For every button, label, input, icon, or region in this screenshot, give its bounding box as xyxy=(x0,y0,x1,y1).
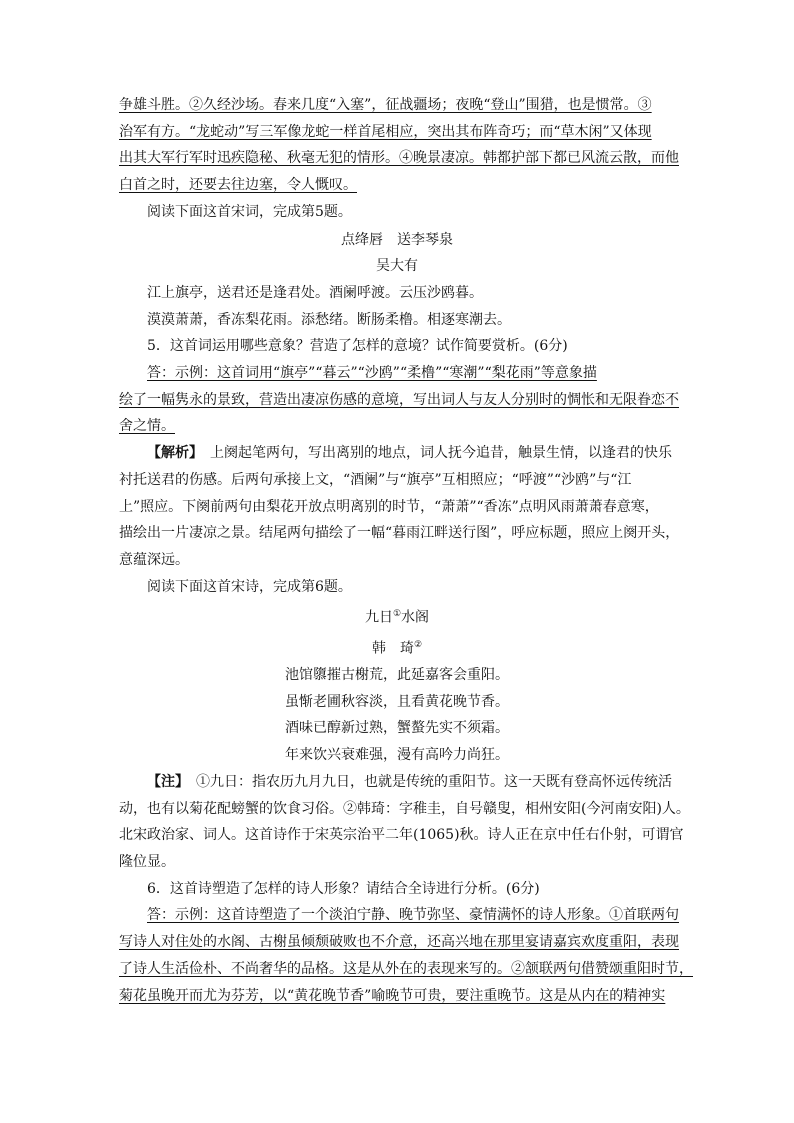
poem-2-line: 池馆隳摧古榭荒，此延嘉客会重阳。 xyxy=(285,667,509,684)
poem-2-line: 年来饮兴衰难强，漫有高吟力尚狂。 xyxy=(285,747,509,764)
answer-line: 出其大军行军时迅疾隐秘、秋毫无犯的情形。④晚景凄凉。韩都护部下都已风流云散，而他 xyxy=(119,150,679,167)
note-label: 【注】 xyxy=(147,773,182,790)
reading-instruction-5: 阅读下面这首宋词，完成第5题。 xyxy=(147,203,352,220)
footnote-marker-1: ① xyxy=(392,609,402,620)
poem-2-author: 韩 琦② xyxy=(371,639,423,657)
poem-1-title: 点绛唇 送李琴泉 xyxy=(341,231,453,248)
analysis-5-line: 衬托送君的伤感。后两句承接上文，“酒阑”与“旗亭”互相照应；“呼渡”“沙鸥”与“江 xyxy=(119,471,632,488)
answer-6-line: 菊花虽晚开而尤为芬芳，以“黄花晚节香”喻晚节可贵，要注重晚节。这是从内在的精神实 xyxy=(119,987,666,1004)
analysis-5-line: 上”照应。下阕前两句由梨花开放点明离别的时节，“萧萧”“香冻”点明风雨萧萧春意寒， xyxy=(119,498,659,515)
analysis-text: 上阕起笔两句，写出离别的地点，词人抚今追昔，触景生情，以逢君的快乐 xyxy=(196,445,672,462)
poem-1-line: 漠漠萧萧，香冻梨花雨。添愁绪。断肠柔橹。相逐寒潮去。 xyxy=(147,311,511,328)
question-5: 5．这首词运用哪些意象？营造了怎样的意境？试作简要赏析。(6分) xyxy=(147,338,568,355)
answer-line: 白首之时，还要去往边塞，令人慨叹。 xyxy=(119,177,357,194)
answer-6-line: 写诗人对住处的水阁、古榭虽倾颓破败也不介意，还高兴地在那里宴请嘉宾欢度重阳，表现 xyxy=(119,934,679,951)
poem-2-line: 酒味已醇新过熟，蟹螯先实不须霜。 xyxy=(285,720,509,737)
answer-5-line: 答：示例：这首词用“旗亭”“暮云”“沙鸥”“柔橹”“寒潮”“梨花雨”等意象描 xyxy=(147,365,597,382)
analysis-5-line: 描绘出一片凄凉之景。结尾两句描绘了一幅“暮雨江畔送行图”，呼应标题，照应上阕开头， xyxy=(119,525,680,542)
answer-6-line: 了诗人生活俭朴、不尚奢华的品格。这是从外在的表现来写的。②颔联两句借赞颂重阳时节， xyxy=(119,960,693,977)
answer-line: 争雄斗胜。②久经沙场。春来几度“入塞”，征战疆场；夜晚“登山”围猎，也是惯常。③ xyxy=(119,97,652,113)
question-6: 6．这首诗塑造了怎样的诗人形象？请结合全诗进行分析。(6分) xyxy=(147,880,540,897)
poem-1-author: 吴大有 xyxy=(376,258,418,275)
analysis-5-line: 意蕴深远。 xyxy=(119,551,189,568)
answer-5-line: 舍之情。 xyxy=(119,418,175,435)
note-line: 北宋政治家、词人。这首诗作于宋英宗治平二年(1065)秋。诗人正在京中任右仆射，可谓官 xyxy=(119,827,684,844)
reading-instruction-6: 阅读下面这首宋诗，完成第6题。 xyxy=(147,578,352,595)
note-line: 动，也有以菊花配螃蟹的饮食习俗。②韩琦：字稚圭，自号赣叟，相州安阳(今河南安阳)人。 xyxy=(119,800,690,817)
answer-6-line: 答：示例：这首诗塑造了一个淡泊宁静、晚节弥坚、豪情满怀的诗人形象。①首联两句 xyxy=(147,907,679,924)
note-line xyxy=(119,769,675,796)
poem-2-line: 虽惭老圃秋容淡，且看黄花晚节香。 xyxy=(285,693,509,710)
footnote-marker-2: ② xyxy=(413,639,423,650)
note-line: 隆位显。 xyxy=(119,854,175,870)
analysis-label: 【解析】 xyxy=(147,445,196,462)
note-text: ①九日：指农历九月九日，也就是传统的重阳节。这一天既有登高怀远传统活 xyxy=(182,773,672,790)
document-page xyxy=(119,92,693,1009)
answer-5-line: 绘了一幅隽永的景致，营造出凄凉伤感的意境，写出词人与友人分别时的惆怅和无限眷恋不 xyxy=(119,391,679,408)
analysis-5-line xyxy=(119,440,675,467)
poem-1-line: 江上旗亭，送君还是逢君处。酒阑呼渡。云压沙鸥暮。 xyxy=(147,284,483,301)
answer-line: 治军有方。“龙蛇动”写三军像龙蛇一样首尾相应，突出其布阵奇巧；而“草木闲”又体现 xyxy=(119,123,652,140)
poem-2-title: 九日①水阁 xyxy=(364,609,430,627)
